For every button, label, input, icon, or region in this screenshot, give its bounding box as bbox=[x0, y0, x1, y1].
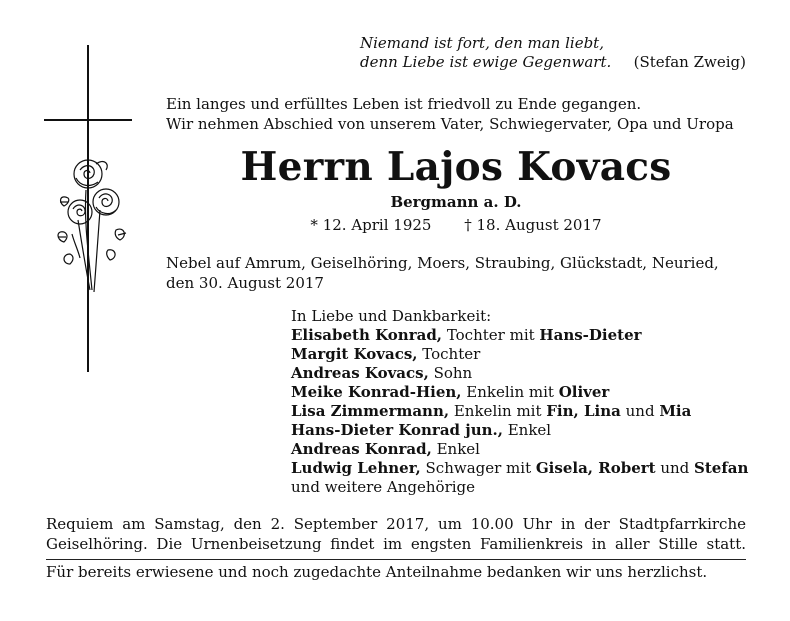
deceased-title: Bergmann a. D. bbox=[390, 193, 522, 211]
mourner-row bbox=[291, 345, 751, 364]
life-dates bbox=[166, 215, 746, 235]
mourner-relation: und bbox=[620, 402, 660, 420]
mourner-relation: Enkelin mit bbox=[461, 383, 559, 401]
intro-text bbox=[166, 94, 746, 134]
mourner-name: Meike Konrad-Hien, bbox=[291, 383, 462, 401]
mourner-name: Hans-Dieter Konrad jun., bbox=[291, 421, 503, 439]
quote-line-2: denn Liebe ist ewige Gegenwart. bbox=[360, 53, 612, 71]
mourner-name: Fin, Lina bbox=[546, 402, 621, 420]
quote-line-1: Niemand ist fort, den man liebt, bbox=[360, 34, 604, 52]
mourner-relation: und bbox=[655, 459, 695, 477]
mourner-row bbox=[291, 440, 751, 459]
requiem-notice bbox=[46, 514, 746, 554]
mourner-name: Hans-Dieter bbox=[539, 326, 642, 344]
mourner-row bbox=[291, 478, 751, 497]
mourner-name: Lisa Zimmermann, bbox=[291, 402, 450, 420]
quote-author: (Stefan Zweig) bbox=[633, 53, 746, 71]
mourner-rows bbox=[291, 326, 751, 497]
mourner-row bbox=[291, 326, 751, 345]
mourner-name: Oliver bbox=[558, 383, 610, 401]
mourners-list bbox=[291, 307, 751, 497]
mourner-name: Andreas Konrad, bbox=[291, 440, 432, 458]
mourner-name: Gisela, Robert bbox=[535, 459, 656, 477]
mourner-row bbox=[291, 383, 751, 402]
intro-line-1: Ein langes und erfülltes Leben ist friedvoll zu Ende gegangen. bbox=[166, 95, 642, 113]
mourner-name: Andreas Kovacs, bbox=[291, 364, 429, 382]
mourner-relation: Enkelin mit bbox=[449, 402, 547, 420]
mourner-row bbox=[291, 421, 751, 440]
places-and-date: Nebel auf Amrum, Geiselhöring, Moers, Straubing, Glückstadt, Neuried, den 30. August 2017 bbox=[166, 254, 719, 292]
mourner-name: Ludwig Lehner, bbox=[291, 459, 421, 477]
closing-text: Für bereits erwiesene und noch zugedachte Anteilnahme bedanken wir uns herzlichst. bbox=[46, 563, 708, 581]
requiem-line-1: Requiem am Samstag, den 2. September 2017, um 10.00 Uhr in der Stadtpfarrkirche bbox=[46, 515, 746, 533]
deceased-name: Herrn Lajos Kovacs bbox=[240, 144, 672, 190]
quote bbox=[360, 34, 746, 72]
birth-date: * 12. April 1925 bbox=[310, 216, 432, 234]
intro-line-2: Wir nehmen Abschied von unserem Vater, Schwiegervater, Opa und Uropa bbox=[166, 115, 734, 133]
mourner-relation: Enkel bbox=[502, 421, 552, 439]
mourner-name: Margit Kovacs, bbox=[291, 345, 418, 363]
mourner-relation: Schwager mit bbox=[420, 459, 536, 477]
requiem-line-2: Geiselhöring. Die Urnenbeisetzung findet im engsten Familienkreis in aller Stille statt. bbox=[46, 535, 746, 553]
death-date: † 18. August 2017 bbox=[464, 216, 602, 234]
mourner-relation: Tochter bbox=[417, 345, 481, 363]
mourner-row bbox=[291, 402, 751, 421]
mourner-relation: Sohn bbox=[428, 364, 473, 382]
mourner-name: Stefan bbox=[694, 459, 749, 477]
mourner-relation: und weitere Angehörige bbox=[291, 478, 476, 496]
mourner-name: Mia bbox=[659, 402, 692, 420]
divider bbox=[46, 559, 746, 560]
mourner-name: Elisabeth Konrad, bbox=[291, 326, 443, 344]
roses-icon bbox=[56, 150, 128, 300]
mourners-heading: In Liebe und Dankbarkeit: bbox=[291, 307, 492, 325]
mourner-relation: Enkel bbox=[431, 440, 480, 458]
mourner-relation: Tochter mit bbox=[442, 326, 540, 344]
mourner-row bbox=[291, 459, 751, 478]
mourner-row bbox=[291, 364, 751, 383]
cross-bar bbox=[44, 119, 132, 121]
